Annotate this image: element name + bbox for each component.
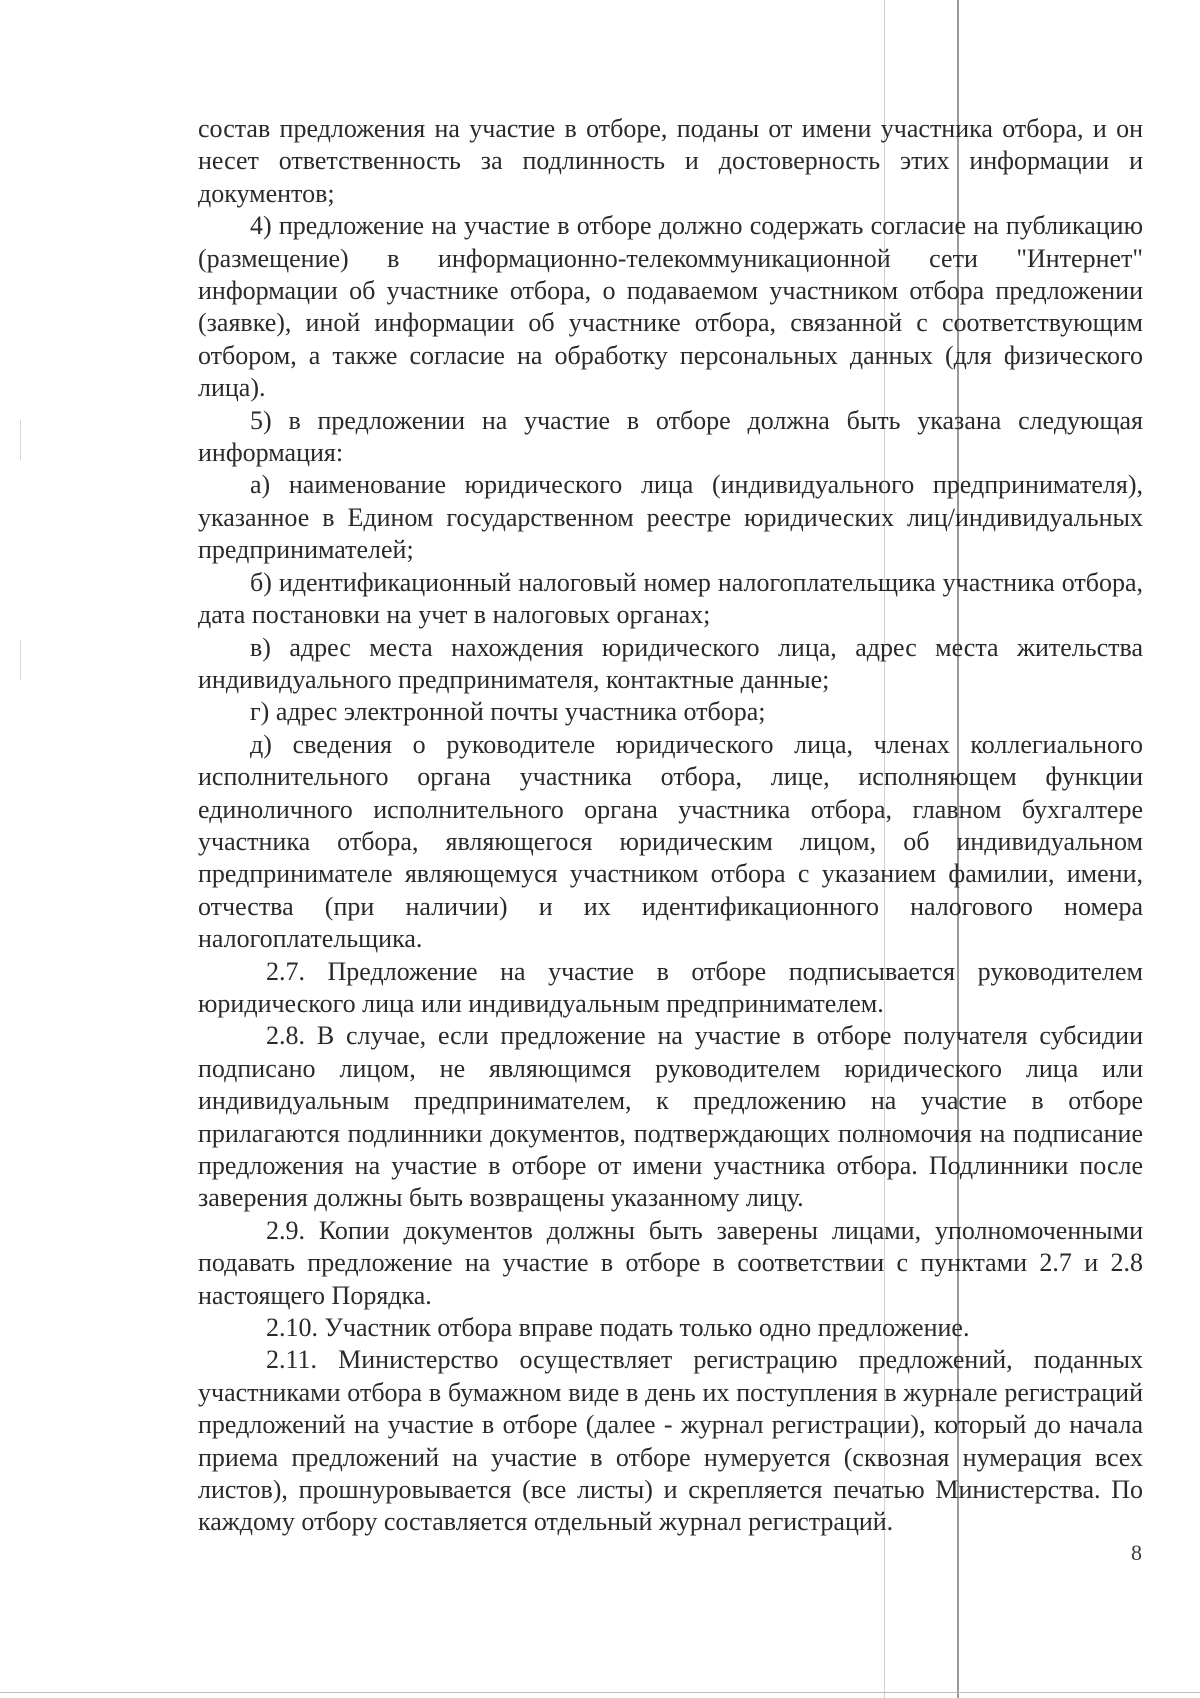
scan-edge-mark	[20, 420, 21, 460]
paragraph-item-d: д) сведения о руководителе юридического лица, членах коллегиального исполнительного органа участника отбора, лице, исполняющем функции единоличного исполнительного органа участника отбора, главном бухгалтере участника отбора, являющегося юридическим лицом, об индивидуальном предпринимателе являющемуся участником отбора с указанием фамилии, имени, отчества (при наличии) и их идентификационного налогового номера налогоплательщика.	[198, 729, 1143, 954]
paragraph-item-4: 4) предложение на участие в отборе должно содержать согласие на публикацию (размещение) в информационно-телекоммуникационной сети "Интернет" информации об участнике отбора, о подаваемом участником отбора предложении (заявке), иной информации об участнике отбора, связанной с соответствующим отбором, а также согласие на обработку персональных данных (для физического лица).	[198, 211, 1143, 403]
paragraph-continuation: состав предложения на участие в отборе, поданы от имени участника отбора, и он несет ответственность за подлинность и достоверность этих информации и документов;	[198, 114, 1143, 208]
paragraph-item-b: б) идентификационный налоговый номер налогоплательщика участника отбора, дата постановки на учет в налоговых органах;	[198, 567, 1143, 630]
page-number: 8	[1131, 1540, 1142, 1565]
paragraph-clause-2-10: 2.10. Участник отбора вправе подать только одно предложение.	[266, 1313, 970, 1343]
paragraph-clause-2-7: 2.7. Предложение на участие в отборе подписывается руководителем юридического лица или индивидуальным предпринимателем.	[198, 956, 1143, 1018]
paragraph-clause-2-11: 2.11. Министерство осуществляет регистрацию предложений, поданных участниками отбора в бумажном виде в день их поступления в журнале регистраций предложений на участие в отборе (далее - журнал регистрации), который до начала приема предложений на участие в отборе нумеруется (сквозная нумерация всех листов), прошнуровывается (все листы) и скрепляется печатью Министерства. По каждому отбору составляется отдельный журнал регистраций.	[198, 1345, 1143, 1537]
paragraph-clause-2-8: 2.8. В случае, если предложение на участие в отборе получателя субсидии подписано лицом, не являющимся руководителем юридического лица или индивидуальным предпринимателем, к предложению на участие в отборе прилагаются подлинники документов, подтверждающих полномочия на подписание предложения на участие в отборе от имени участника отбора. Подлинники после заверения должны быть возвращены указанному лицу.	[198, 1021, 1143, 1213]
paragraph-item-5: 5) в предложении на участие в отборе должна быть указана следующая информация:	[198, 405, 1143, 468]
paragraph-clause-2-9: 2.9. Копии документов должны быть заверены лицами, уполномоченными подавать предложение на участие в отборе в соответствии с пунктами 2.7 и 2.8 настоящего Порядка.	[198, 1215, 1143, 1310]
document-body	[198, 113, 1143, 1539]
paragraph-item-v: в) адрес места нахождения юридического лица, адрес места жительства индивидуального предпринимателя, контактные данные;	[198, 632, 1143, 694]
paragraph-item-g: г) адрес электронной почты участника отбора;	[250, 697, 766, 727]
scan-bottom-edge	[0, 1692, 1200, 1693]
paragraph-item-a: а) наименование юридического лица (индивидуального предпринимателя), указанное в Едином государственном реестре юридических лиц/индивидуальных предпринимателей;	[198, 470, 1143, 565]
scan-edge-mark	[20, 640, 21, 680]
